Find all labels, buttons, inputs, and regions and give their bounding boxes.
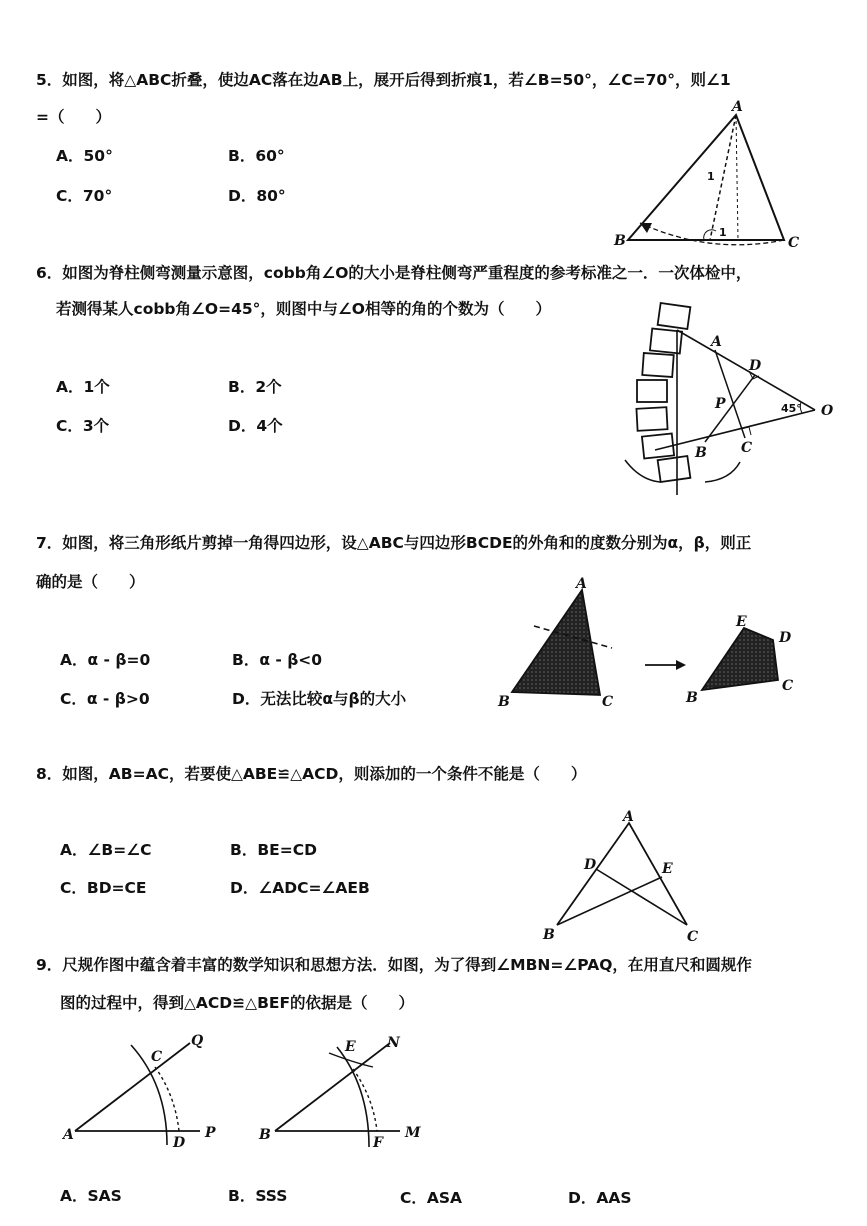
q6-label-angle: 45° [781,402,802,415]
q7-paper-figure [490,570,810,715]
q8-stem-line1: 8．如图，AB=AC，若要使△ABE≌△ACD，则添加的一个条件不能是（ ） [36,765,587,783]
q8-label-b: B [543,927,555,943]
q9-label-c: C [151,1049,163,1065]
q5-stem-line2: =（ ） [36,108,111,126]
q9-dashed-cd [155,1067,179,1131]
q8-segment-cd [596,869,687,925]
q9-ray-aq [75,1043,190,1131]
q6-upper-line [677,330,815,410]
q6-option-a[interactable]: A．1个 [56,378,110,396]
q6-label-p: P [715,396,726,412]
q6-label-a: A [711,334,722,350]
q9-label-m: M [405,1125,421,1141]
q9-ray-bn [275,1043,390,1131]
q7-label-d: D [779,630,792,646]
q9-label-b: B [259,1127,271,1143]
q9-label-p: P [205,1125,216,1141]
q9-label-a: A [63,1127,74,1143]
q6-stem-line2: 若测得某人cobb角∠O=45°，则图中与∠O相等的角的个数为（ ） [56,300,551,318]
q5-label-angle1: 1 [719,226,727,239]
q7-option-a[interactable]: A．α - β=0 [60,651,151,669]
q9-label-e: E [345,1039,356,1055]
q9-label-n: N [387,1035,400,1051]
q7-arrow-right-icon [676,660,686,670]
q7-stem-line2: 确的是（ ） [36,573,145,591]
q9-option-c[interactable]: C．ASA [400,1189,463,1207]
q6-spine-figure [615,290,845,500]
q5-stem-line1: 5．如图，将△ABC折叠，使边AC落在边AB上，展开后得到折痕1，若∠B=50°，∠C=70°，则∠1 [36,71,731,89]
q8-segment-be [557,877,662,925]
q5-label-fold: 1 [707,170,715,183]
q9-option-d[interactable]: D．AAS [568,1189,632,1207]
q7-option-b[interactable]: B．α - β<0 [232,651,323,669]
q5-label-a: A [732,99,743,115]
q8-label-a: A [623,809,634,825]
q7-label-c: C [602,694,614,710]
q6-vertebrae [636,303,690,482]
q7-triangle-abc [512,590,600,695]
q5-triangle-figure [600,95,840,255]
q6-lower-line [655,410,815,450]
q9-construction-figure [55,1025,435,1165]
q7-option-d[interactable]: D．无法比较α与β的大小 [232,690,407,708]
q9-label-d: D [173,1135,186,1151]
q8-option-a[interactable]: A．∠B=∠C [60,841,152,859]
q7-label-a: A [576,576,587,592]
q9-stem-line2: 图的过程中，得到△ACD≌△BEF的依据是（ ） [60,994,415,1012]
q7-stem-line1: 7．如图，将三角形纸片剪掉一角得四边形，设△ABC与四边形BCDE的外角和的度数分别为α，β，则正 [36,534,752,552]
q7-option-c[interactable]: C．α - β>0 [60,690,150,708]
q6-option-d[interactable]: D．4个 [228,417,283,435]
q7-label-c2: C [782,678,794,694]
q8-label-d: D [584,857,597,873]
q9-label-f: F [373,1135,383,1151]
q8-option-c[interactable]: C．BD=CE [60,879,147,897]
q6-option-c[interactable]: C．3个 [56,417,110,435]
q5-option-d[interactable]: D．80° [228,187,286,205]
q9-option-a[interactable]: A．SAS [60,1187,122,1205]
q6-pelvis-right [705,462,740,482]
q6-label-d: D [749,358,762,374]
q8-option-d[interactable]: D．∠ADC=∠AEB [230,879,370,897]
q5-fold-dashed [736,115,738,240]
q6-label-o: O [821,403,834,419]
q6-label-b: B [695,445,707,461]
q6-label-c: C [741,440,753,456]
q8-triangle-figure [535,805,715,945]
q8-label-e: E [662,861,673,877]
q5-label-b: B [614,233,626,249]
q8-label-c: C [687,929,699,945]
q5-option-a[interactable]: A．50° [56,147,113,165]
q5-option-b[interactable]: B．60° [228,147,285,165]
q6-option-b[interactable]: B．2个 [228,378,282,396]
q7-label-e: E [736,614,747,630]
q6-pelvis-left [625,460,660,482]
q7-label-b: B [498,694,510,710]
q5-label-c: C [788,235,800,251]
q7-label-b2: B [686,690,698,706]
q7-quadrilateral-bcde [702,628,778,690]
q5-option-c[interactable]: C．70° [56,187,113,205]
q9-option-b[interactable]: B．SSS [228,1187,288,1205]
q9-stem-line1: 9．尺规作图中蕴含着丰富的数学知识和思想方法．如图，为了得到∠MBN=∠PAQ，在用直尺和圆规作 [36,956,752,974]
q5-triangle-abc [628,115,784,240]
q6-stem-line1: 6．如图为脊柱侧弯测量示意图，cobb角∠O的大小是脊柱侧弯严重程度的参考标准之一．一次体检中， [36,264,752,282]
q9-label-q: Q [191,1033,204,1049]
q8-option-b[interactable]: B．BE=CD [230,841,317,859]
